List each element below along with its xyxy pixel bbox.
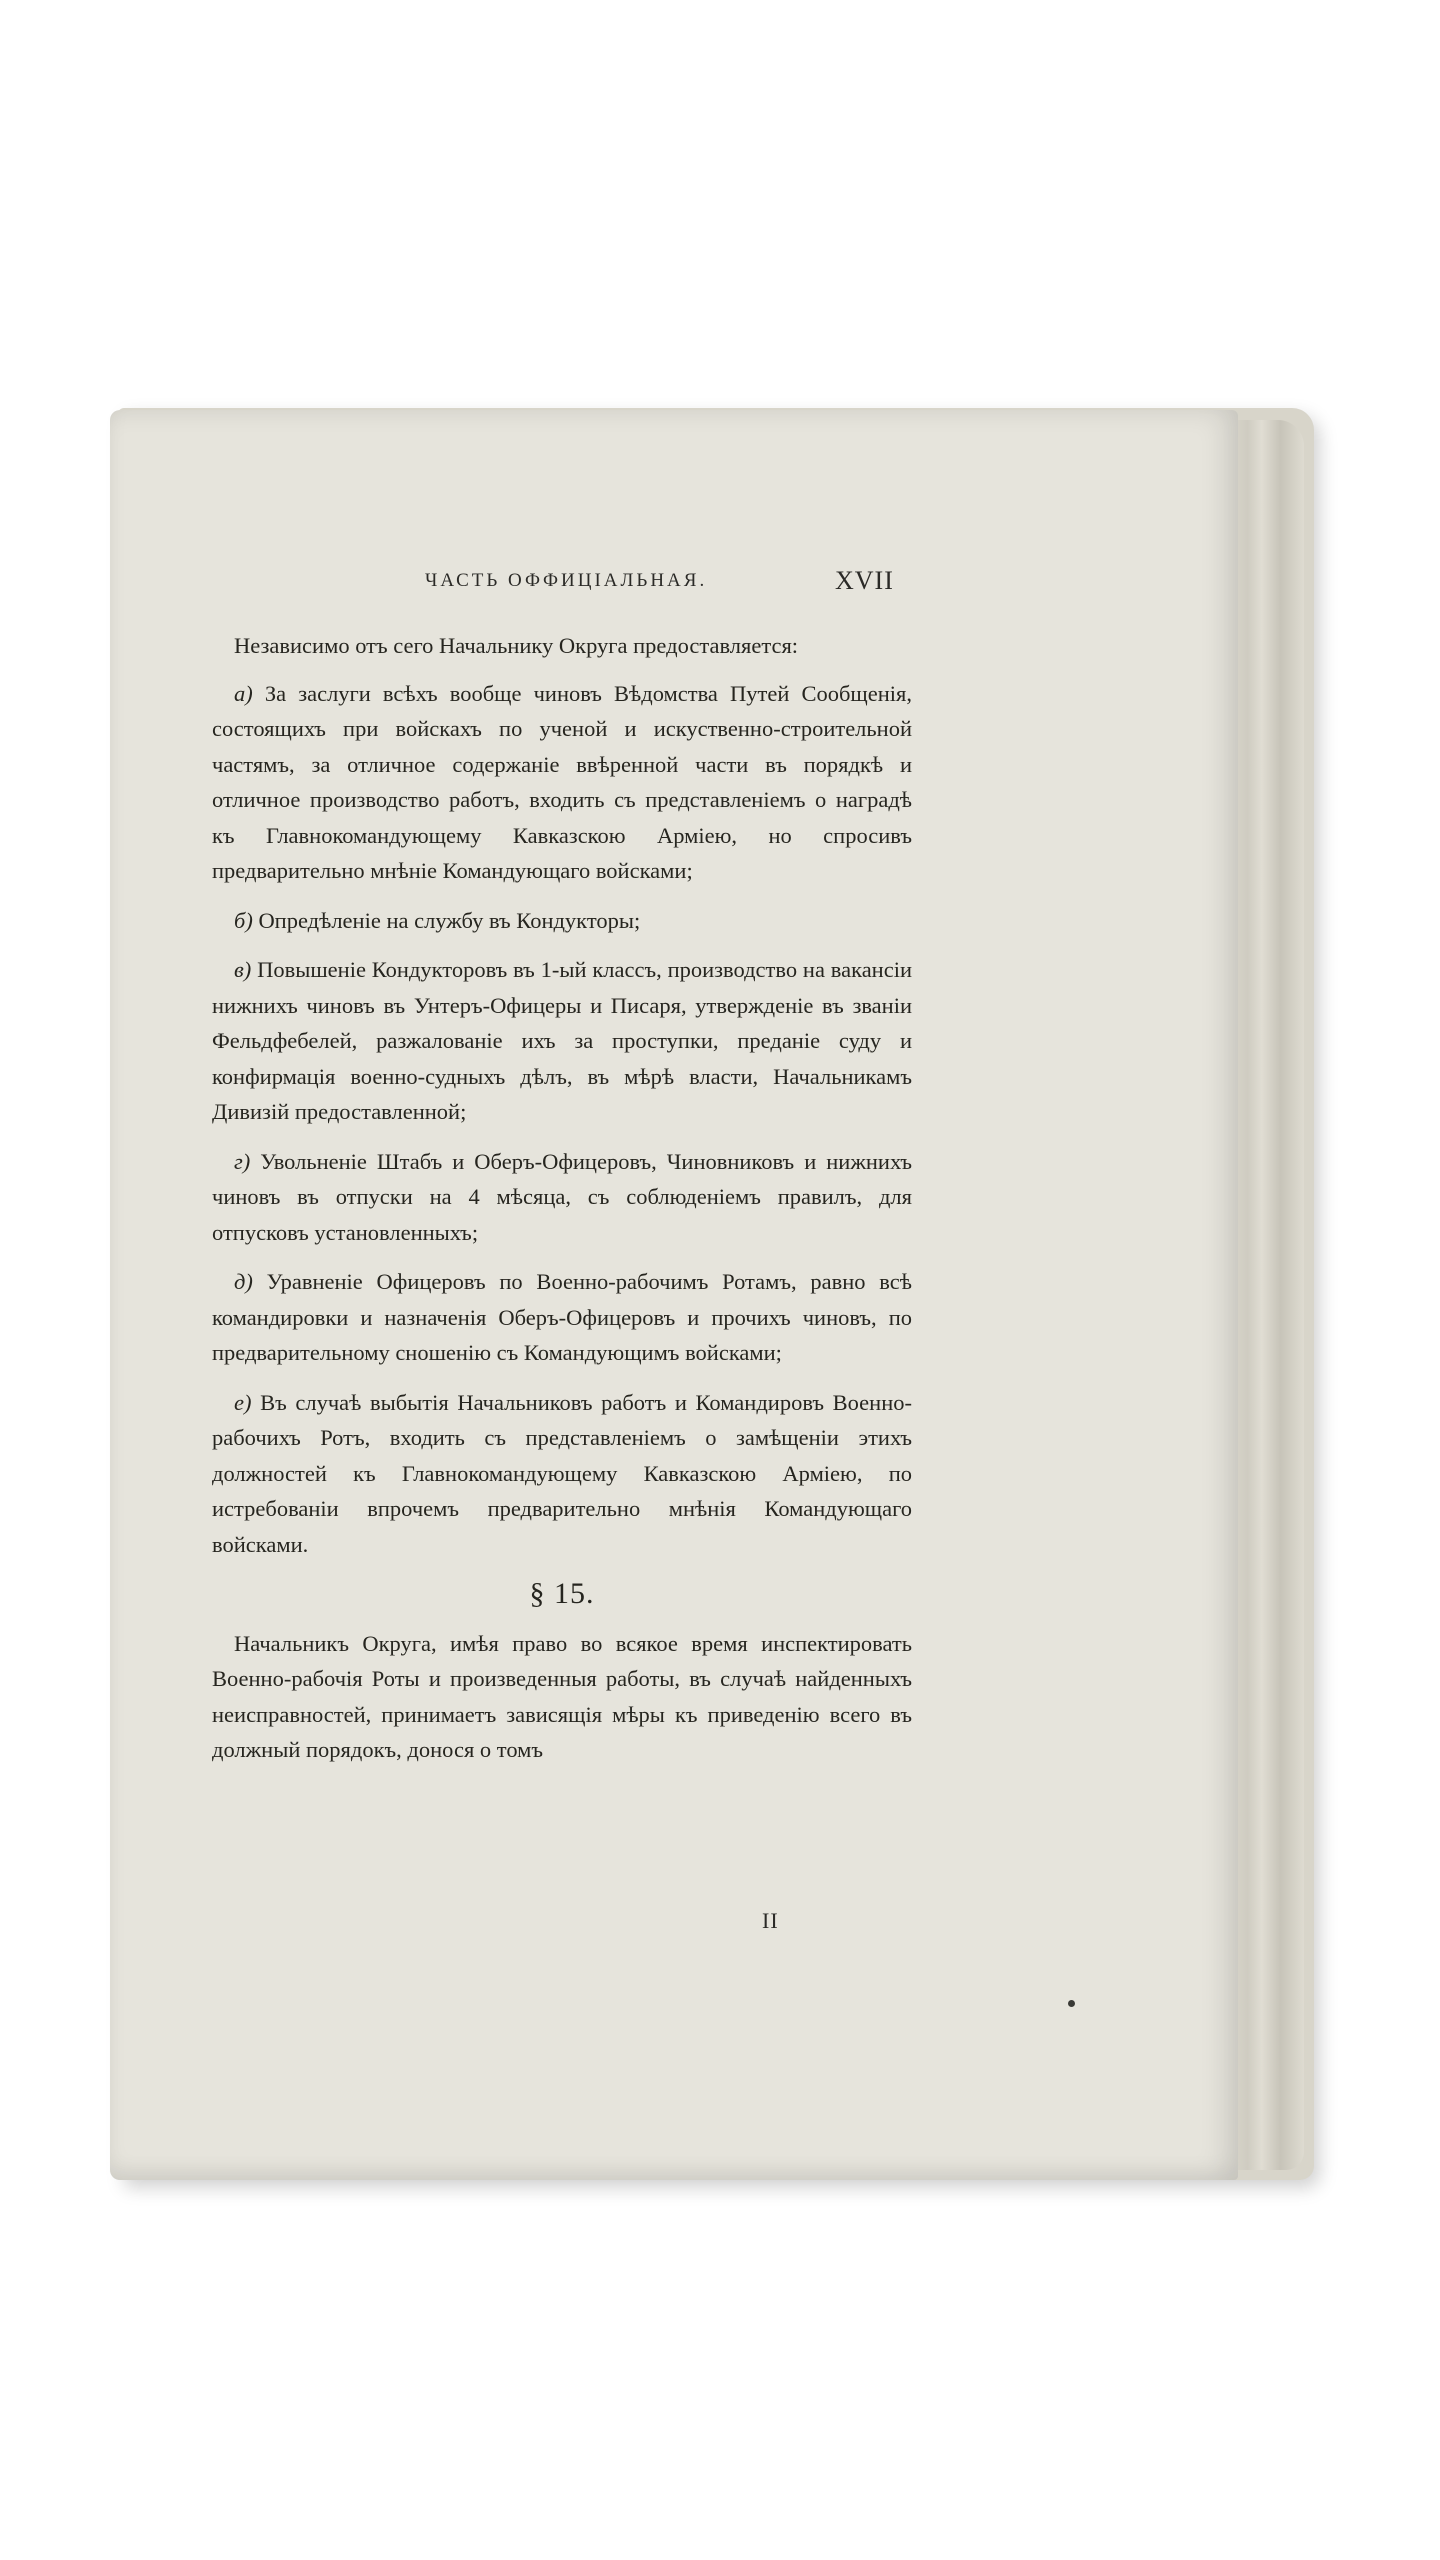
item-d	[212, 1264, 912, 1371]
running-title: ЧАСТЬ ОФФИЦІАЛЬНАЯ.	[425, 570, 708, 591]
item-v	[212, 952, 912, 1130]
item-e-text: Въ случаѣ выбытія Начальниковъ работъ и Командировъ Военно-рабочихъ Ротъ, входить съ представленіемъ о замѣщеніи этихъ должностей къ Главнокомандующему Кавказскою Арміею, по истребованіи впрочемъ предварительно мнѣнія Командующаго войсками.	[212, 1389, 912, 1557]
item-d-text: Уравненіе Офицеровъ по Военно-рабочимъ Ротамъ, равно всѣ командировки и назначенія Оберъ-Офицеровъ и прочихъ чиновъ, по предварительному сношенію съ Командующимъ войсками;	[212, 1269, 912, 1365]
item-b-mark: б)	[234, 907, 253, 933]
page-body	[212, 628, 912, 1782]
page-number: XVII	[835, 566, 894, 595]
item-g-mark: г)	[234, 1148, 251, 1174]
item-e-mark: е)	[234, 1389, 252, 1415]
item-a-mark: а)	[234, 680, 253, 706]
running-header	[110, 562, 1238, 602]
intro-paragraph: Независимо отъ сего Начальнику Округа предоставляется:	[234, 633, 799, 658]
item-b	[212, 903, 912, 939]
book-page	[110, 410, 1238, 2180]
item-e	[212, 1385, 912, 1563]
item-a-text: За заслуги всѣхъ вообще чиновъ Вѣдомства Путей Сообщенія, состоящихъ при войскахъ по ученой и искуственно-строительной частямъ, за отличное содержаніе ввѣренной части въ порядкѣ и отличное производство работъ, входить съ представленіемъ о наградѣ къ Главнокомандующему Кавказскою Арміею, но спросивъ предварительно мнѣніе Командующаго войсками;	[212, 680, 912, 883]
item-v-mark: в)	[234, 957, 252, 982]
item-v-text: Повышеніе Кондукторовъ въ 1-ый классъ, производство на вакансіи нижнихъ чиновъ въ Унтеръ-Офицеры и Писаря, утвержденіе въ званіи Фельдфебелей, разжалованіе ихъ за проступки, преданіе суду и конфирмація военно-судныхъ дѣлъ, въ мѣрѣ власти, Начальникамъ Дивизій предоставленной;	[212, 957, 913, 1124]
item-g-text: Увольненіе Штабъ и Оберъ-Офицеровъ, Чиновниковъ и нижнихъ чиновъ въ отпуски на 4 мѣсяца, съ соблюденіемъ правилъ, для отпусковъ установленныхъ;	[212, 1148, 913, 1245]
section-heading: § 15.	[529, 1577, 595, 1610]
item-b-text: Опредѣленіе на службу въ Кондукторы;	[258, 907, 641, 933]
ink-spot	[1068, 2000, 1075, 2007]
item-a	[212, 676, 912, 889]
signature-mark: II	[762, 1908, 779, 1933]
item-d-mark: д)	[234, 1269, 253, 1294]
item-g	[212, 1144, 912, 1251]
closing-paragraph: Начальникъ Округа, имѣя право во всякое время инспектировать Военно-рабочія Роты и произведенныя работы, въ случаѣ найденныхъ неисправностей, принимаетъ зависящія мѣры къ приведенію всего въ должный порядокъ, донося о томъ	[212, 1630, 912, 1762]
